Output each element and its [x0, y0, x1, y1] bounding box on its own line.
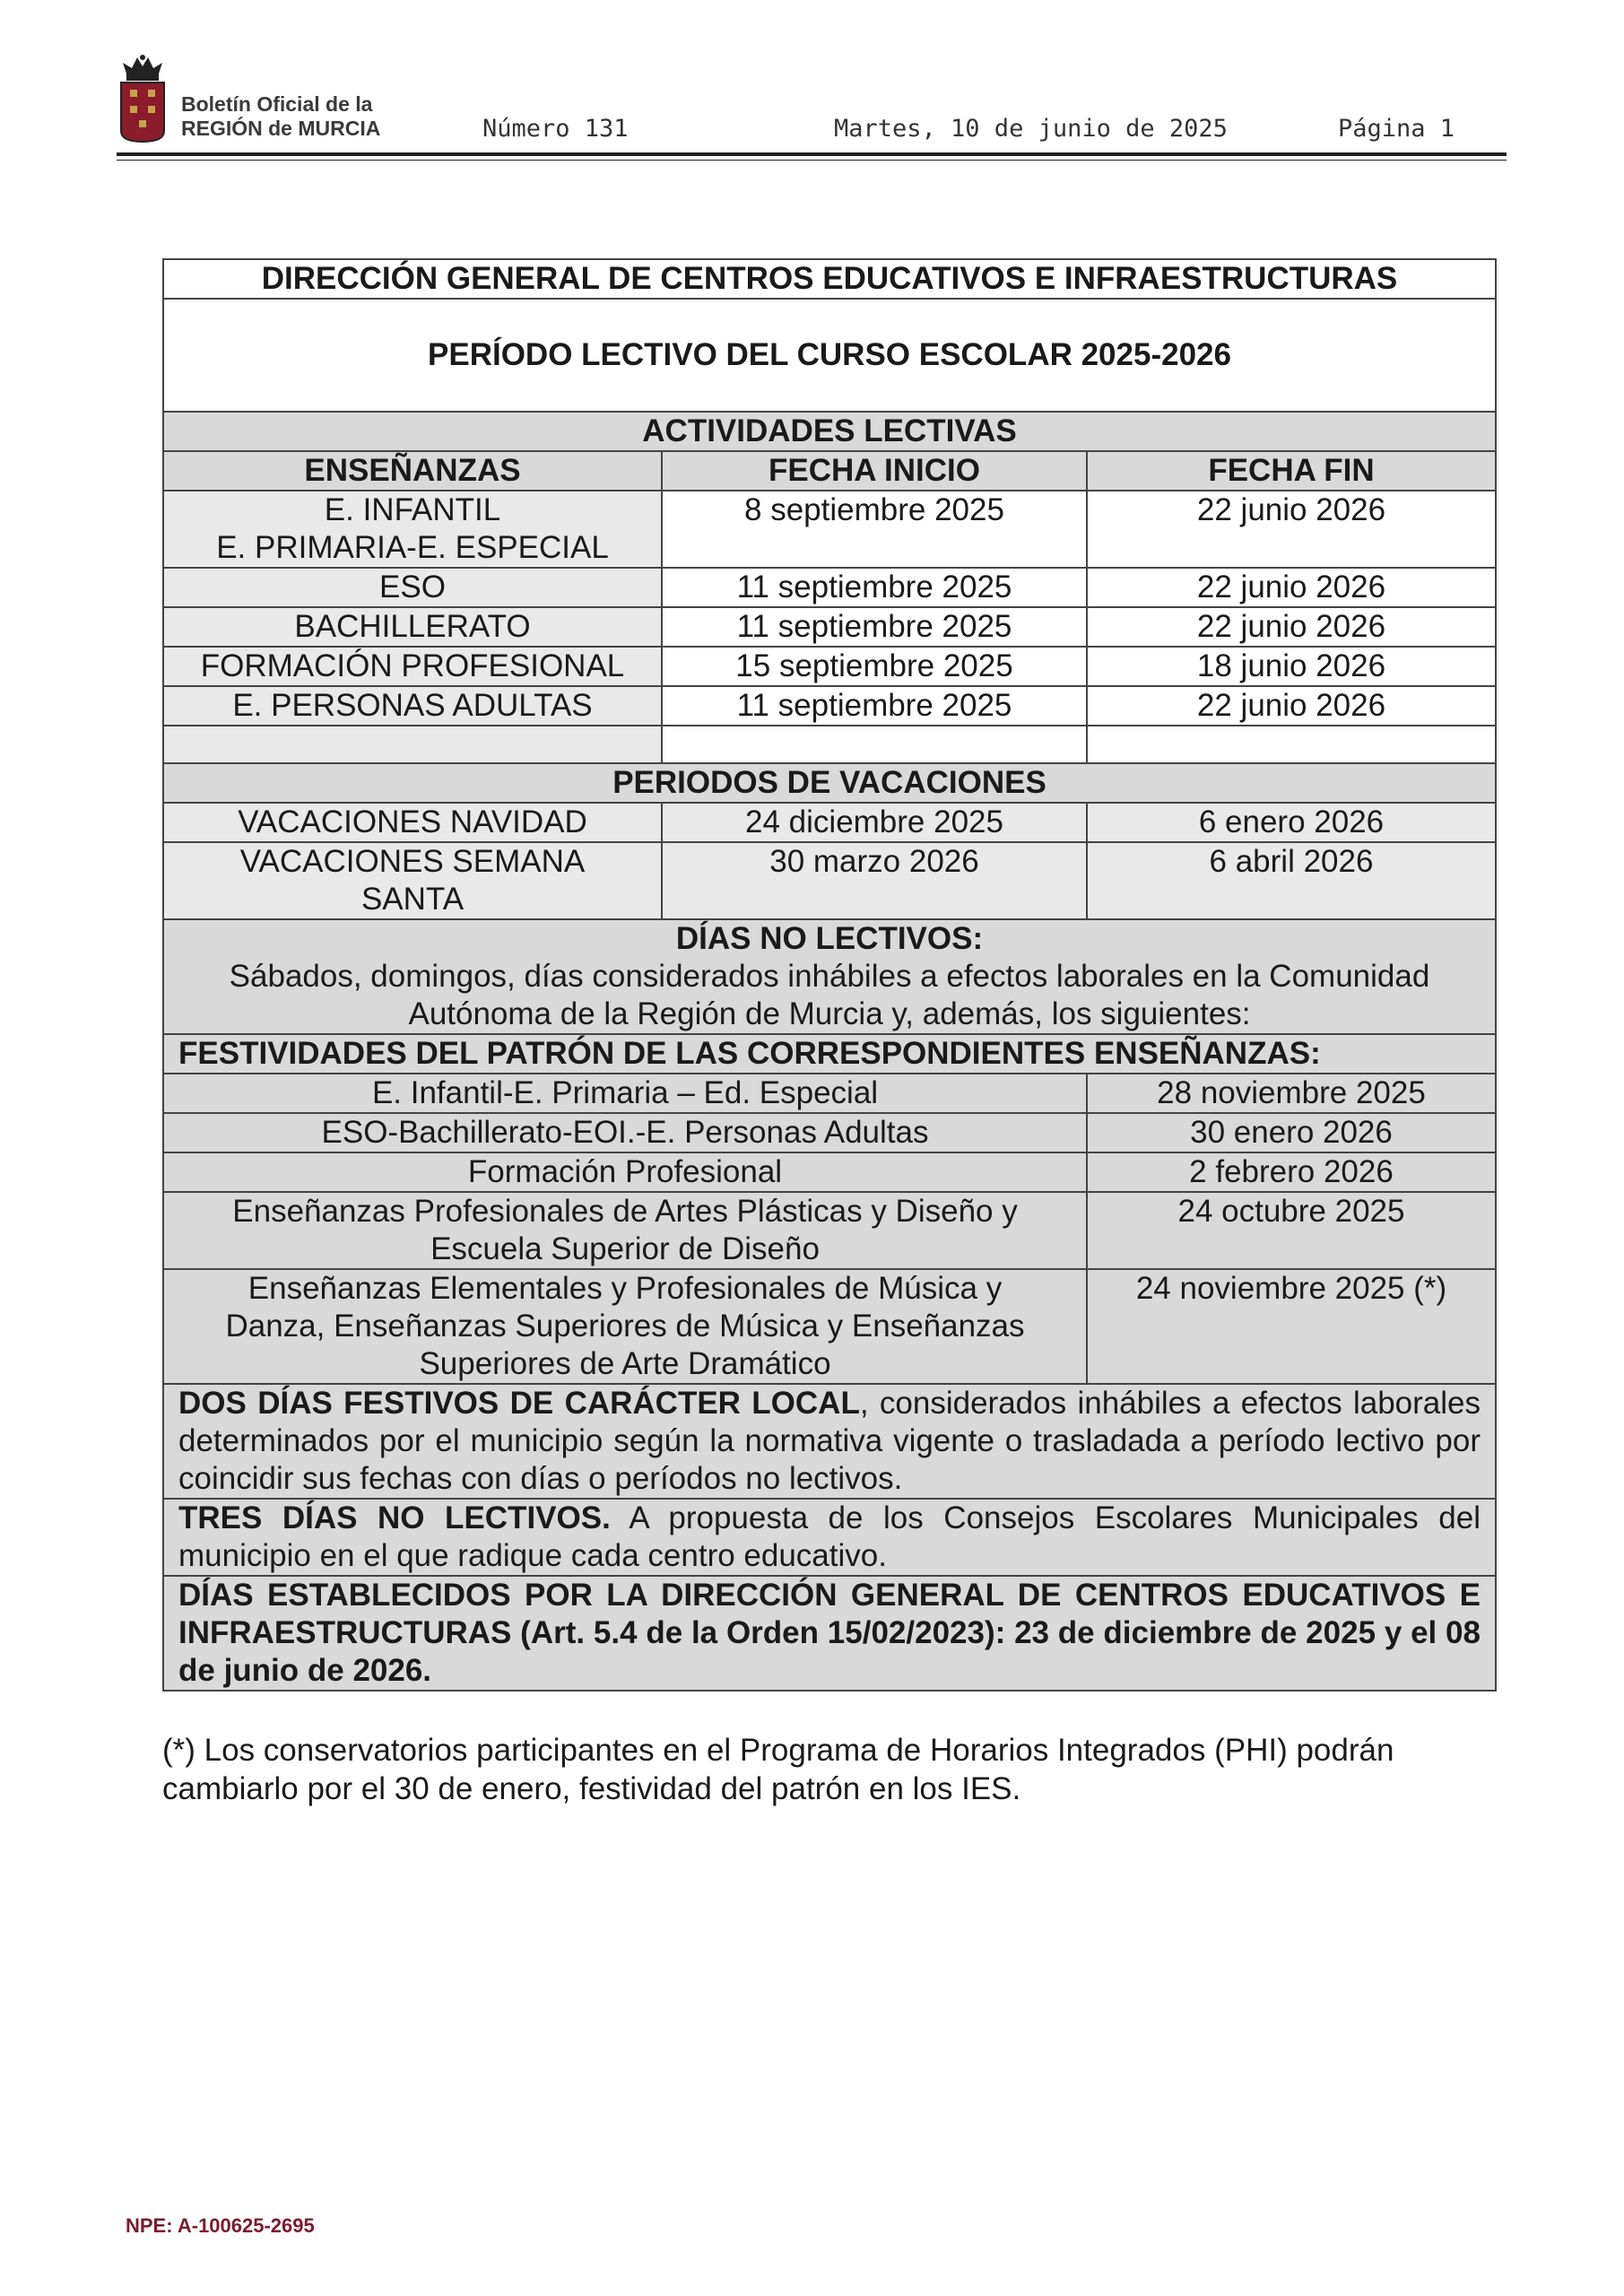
start-date: 30 marzo 2026 — [662, 842, 1087, 919]
column-header-ensenanzas: ENSEÑANZAS — [163, 451, 662, 491]
start-date: 15 septiembre 2025 — [662, 647, 1087, 686]
ensenanza-name: ESO — [163, 568, 662, 607]
table-row — [163, 686, 1496, 726]
start-date: 24 diciembre 2025 — [662, 803, 1087, 842]
start-date: 11 septiembre 2025 — [662, 686, 1087, 726]
festividad-name: E. Infantil-E. Primaria – Ed. Especial — [163, 1074, 1087, 1113]
brand-line-1: Boletín Oficial de la — [181, 92, 373, 116]
dias-establecidos: DÍAS ESTABLECIDOS POR LA DIRECCIÓN GENERAL DE CENTROS EDUCATIVOS E INFRAESTRUCTURAS (Art. 5.4 de la Orden 15/02/2023): 23 de diciembre de 2025 y el 08 de junio de 2026. — [163, 1576, 1496, 1691]
festividad-name: Enseñanzas Elementales y Profesionales de Música y Danza, Enseñanzas Superiores de Música y Enseñanzas Superiores de Arte Dramático — [163, 1269, 1087, 1384]
name-line: E. PRIMARIA-E. ESPECIAL — [216, 530, 609, 565]
table-row — [163, 647, 1496, 686]
brand-line-2: REGIÓN de MURCIA — [181, 117, 381, 140]
vacation-name — [163, 842, 662, 919]
tres-dias-cell — [163, 1499, 1496, 1576]
ensenanza-name: E. PERSONAS ADULTAS — [163, 686, 662, 726]
table-row — [163, 1269, 1496, 1384]
column-header-fecha-fin: FECHA FIN — [1087, 451, 1496, 491]
local-holidays-text: , considerados inhábiles a efectos laborales determinados por el municipio según la normativa vigente o trasladada a período lectivo por coincidir sus fechas con días o períodos no lectivos. — [178, 1386, 1481, 1496]
table-row — [163, 1074, 1496, 1113]
name-line: VACACIONES SEMANA — [239, 844, 586, 879]
festividad-name: ESO-Bachillerato-EOI.-E. Personas Adultas — [163, 1113, 1087, 1152]
name-line: SANTA — [360, 882, 465, 917]
footnote: (*) Los conservatorios participantes en el Programa de Horarios Integrados (PHI) podrán cambiarlo por el 30 de enero, festividad del patrón en los IES. — [162, 1733, 1394, 1806]
ensenanza-name: FORMACIÓN PROFESIONAL — [163, 647, 662, 686]
no-lectivos-cell — [163, 919, 1496, 1034]
name-line: E. INFANTIL — [324, 492, 501, 527]
table-row — [163, 491, 1496, 568]
festividad-date: 24 octubre 2025 — [1087, 1192, 1496, 1269]
tres-dias-label: TRES DÍAS NO LECTIVOS. — [178, 1500, 611, 1535]
issue-number: Número 131 — [482, 115, 629, 143]
festividad-name: Formación Profesional — [163, 1152, 1087, 1192]
start-date: 11 septiembre 2025 — [662, 568, 1087, 607]
local-holidays-label: DOS DÍAS FESTIVOS DE CARÁCTER LOCAL — [178, 1386, 860, 1421]
no-lectivos-text: Sábados, domingos, días considerados inhábiles a efectos laborales en la Comunidad Autónoma de la Región de Murcia y, además, los siguientes: — [229, 959, 1430, 1031]
tres-dias-text: A propuesta de los Consejos Escolares Municipales del municipio en el que radique cada centro educativo. — [178, 1500, 1481, 1573]
local-holidays-cell — [163, 1384, 1496, 1499]
ensenanza-name — [163, 491, 662, 568]
vacation-name: VACACIONES NAVIDAD — [163, 803, 662, 842]
table-row — [163, 803, 1496, 842]
table-row — [163, 568, 1496, 607]
table-row — [163, 607, 1496, 647]
end-date: 18 junio 2026 — [1087, 647, 1496, 686]
festividad-date: 30 enero 2026 — [1087, 1113, 1496, 1152]
festividad-date: 2 febrero 2026 — [1087, 1152, 1496, 1192]
vacaciones-heading: PERIODOS DE VACACIONES — [163, 763, 1496, 803]
festividad-date: 28 noviembre 2025 — [1087, 1074, 1496, 1113]
empty-cell — [662, 726, 1087, 763]
table-row — [163, 1113, 1496, 1152]
festividad-name: Enseñanzas Profesionales de Artes Plásticas y Diseño y Escuela Superior de Diseño — [163, 1192, 1087, 1269]
header-rule-thin — [117, 160, 1507, 161]
start-date: 8 septiembre 2025 — [662, 491, 1087, 568]
issue-date: Martes, 10 de junio de 2025 — [834, 115, 1228, 143]
table-row — [163, 842, 1496, 919]
school-calendar-table — [162, 258, 1497, 1692]
lectivas-heading: ACTIVIDADES LECTIVAS — [163, 412, 1496, 451]
ensenanza-name: BACHILLERATO — [163, 607, 662, 647]
table-row — [163, 1152, 1496, 1192]
end-date: 22 junio 2026 — [1087, 686, 1496, 726]
festividades-heading: FESTIVIDADES DEL PATRÓN DE LAS CORRESPONDIENTES ENSEÑANZAS: — [163, 1034, 1496, 1074]
npe-code: NPE: A-100625-2695 — [126, 2214, 315, 2237]
header-rule — [117, 152, 1507, 156]
end-date: 22 junio 2026 — [1087, 607, 1496, 647]
page-number: Página 1 — [1338, 115, 1455, 143]
bulletin-brand — [181, 92, 380, 141]
department-heading: DIRECCIÓN GENERAL DE CENTROS EDUCATIVOS E INFRAESTRUCTURAS — [163, 259, 1496, 299]
end-date: 22 junio 2026 — [1087, 568, 1496, 607]
empty-row — [163, 726, 1496, 763]
table-row — [163, 1192, 1496, 1269]
start-date: 11 septiembre 2025 — [662, 607, 1087, 647]
end-date: 6 abril 2026 — [1087, 842, 1496, 919]
column-header-fecha-inicio: FECHA INICIO — [662, 451, 1087, 491]
period-title: PERÍODO LECTIVO DEL CURSO ESCOLAR 2025-2026 — [163, 299, 1496, 412]
end-date: 22 junio 2026 — [1087, 491, 1496, 568]
empty-cell — [163, 726, 662, 763]
end-date: 6 enero 2026 — [1087, 803, 1496, 842]
festividad-date: 24 noviembre 2025 (*) — [1087, 1269, 1496, 1384]
empty-cell — [1087, 726, 1496, 763]
no-lectivos-heading: DÍAS NO LECTIVOS: — [675, 921, 984, 956]
region-murcia-crest-icon — [119, 54, 166, 144]
